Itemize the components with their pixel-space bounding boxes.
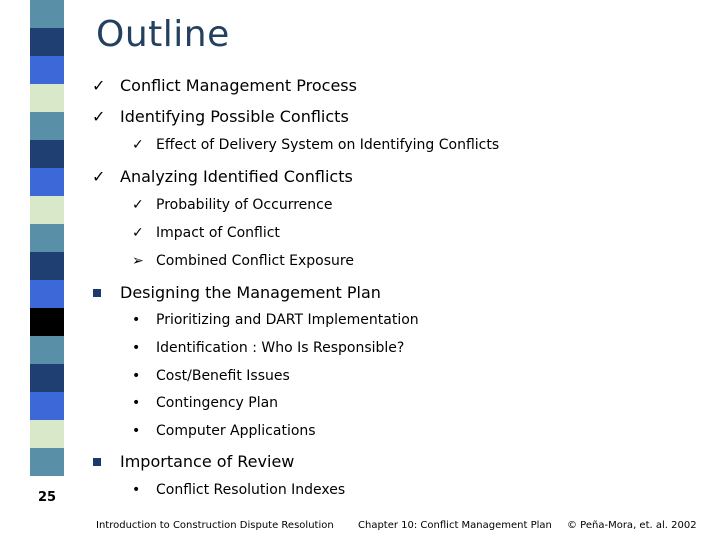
dot-bullet-icon: • — [132, 395, 141, 411]
check-bullet-icon: ✓ — [92, 107, 106, 126]
sub-list-item: • Conflict Resolution Indexes — [132, 482, 346, 498]
dot-bullet-icon: • — [132, 340, 141, 356]
list-item: Designing the Management Plan — [92, 283, 381, 302]
footer-copyright: © Peña-Mora, et. al. 2002 — [567, 520, 697, 531]
list-item: Importance of Review — [92, 452, 294, 471]
sub-list-item: • Prioritizing and DART Implementation — [132, 312, 419, 328]
dot-bullet-icon: • — [132, 482, 141, 498]
square-bullet-icon — [93, 458, 101, 466]
check-bullet-icon: ✓ — [132, 225, 144, 241]
list-item: ✓ Identifying Possible Conflicts — [92, 107, 349, 126]
check-bullet-icon: ✓ — [132, 197, 144, 213]
sub-list-item: ➢ Combined Conflict Exposure — [132, 253, 354, 269]
check-bullet-icon: ✓ — [92, 76, 106, 95]
sub-list-item: • Contingency Plan — [132, 395, 279, 411]
list-item: ✓ Analyzing Identified Conflicts — [92, 167, 353, 186]
check-bullet-icon: ✓ — [92, 167, 106, 186]
arrow-bullet-icon: ➢ — [132, 253, 144, 269]
dot-bullet-icon: • — [132, 368, 141, 384]
list-item: ✓ Conflict Management Process — [92, 76, 357, 95]
square-bullet-icon — [93, 289, 101, 297]
dot-bullet-icon: • — [132, 423, 141, 439]
dot-bullet-icon: • — [132, 312, 141, 328]
sub-list-item: ✓ Impact of Conflict — [132, 225, 280, 241]
sub-list-item: • Cost/Benefit Issues — [132, 368, 290, 384]
decorative-color-strip — [30, 0, 64, 510]
slide-title: Outline — [96, 14, 230, 55]
sub-list-item: • Computer Applications — [132, 423, 316, 439]
sub-list-item: • Identification : Who Is Responsible? — [132, 340, 405, 356]
footer-course-title: Introduction to Construction Dispute Resolution — [96, 520, 334, 531]
sub-list-item: ✓ Probability of Occurrence — [132, 197, 333, 213]
slide-number: 25 — [37, 490, 57, 505]
sub-list-item: ✓ Effect of Delivery System on Identifying Conflicts — [132, 137, 500, 153]
footer-chapter-title: Chapter 10: Conflict Management Plan — [358, 520, 552, 531]
check-bullet-icon: ✓ — [132, 137, 144, 153]
